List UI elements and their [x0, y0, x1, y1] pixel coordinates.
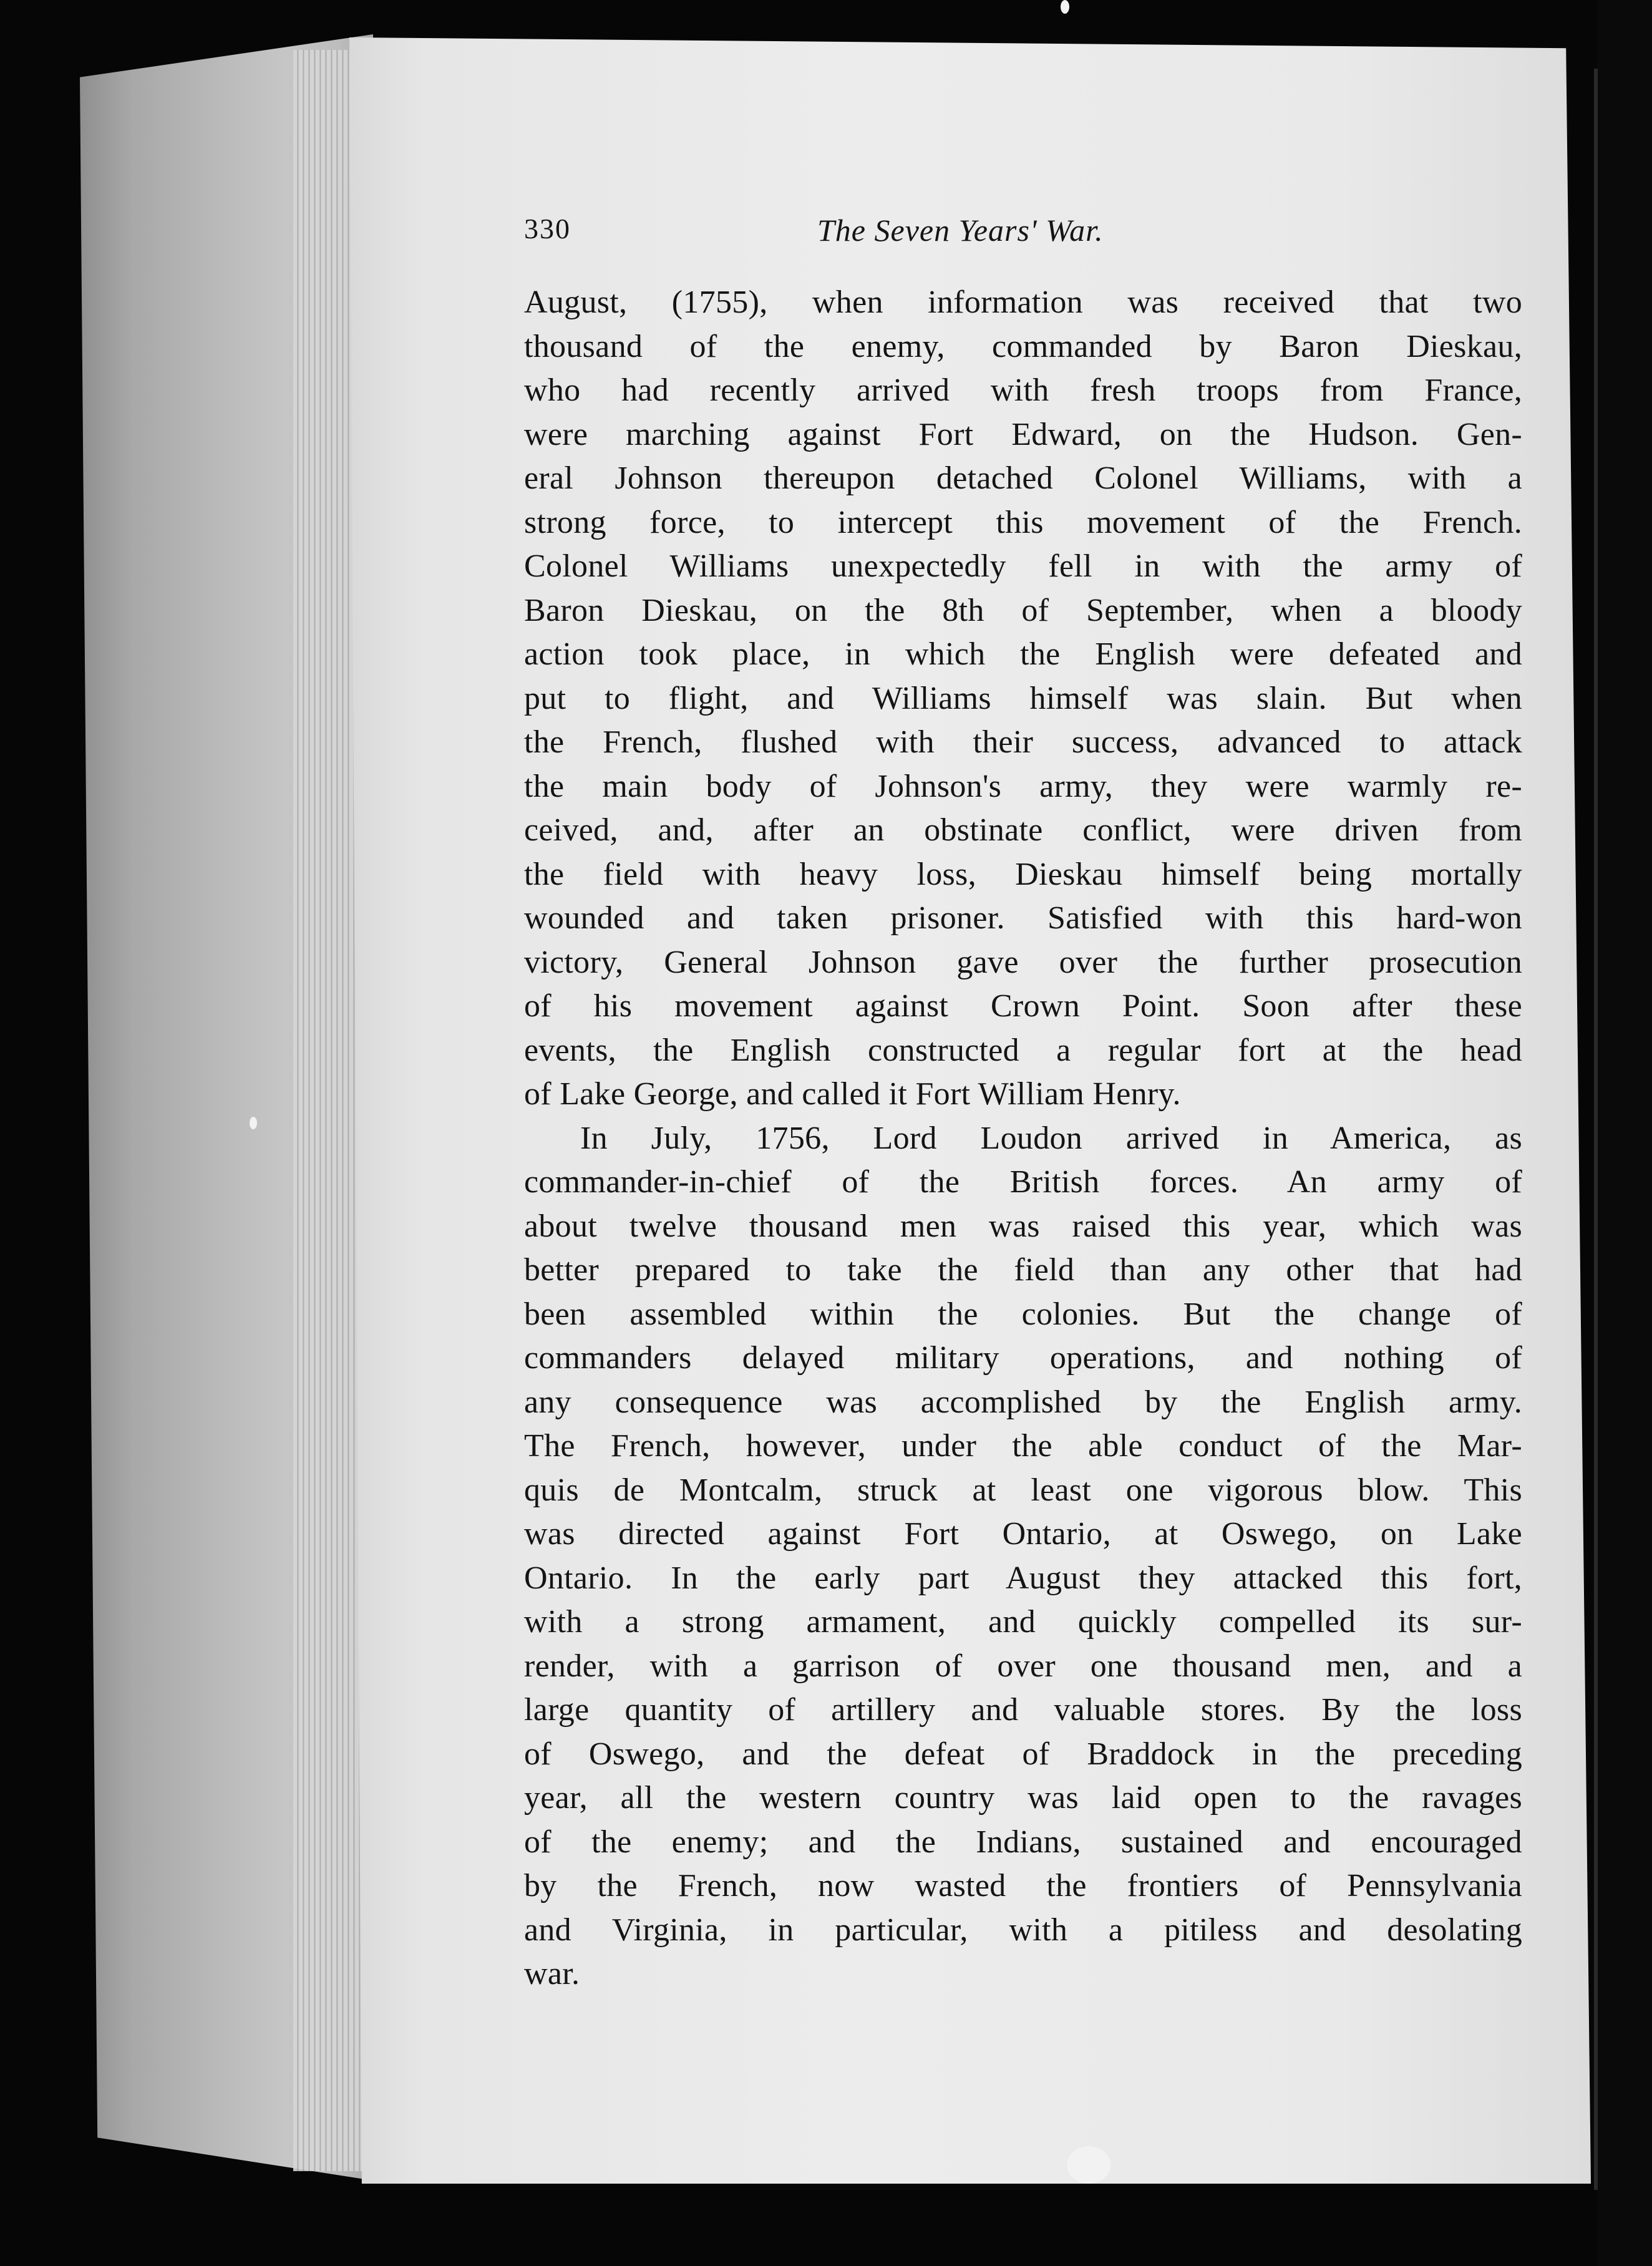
- text-line: Ontario. In the early part August they attacked this fort,: [524, 1560, 1522, 1596]
- text-line: any consequence was accomplished by the English army.: [524, 1384, 1522, 1420]
- text-line: commanders delayed military operations, and nothing of: [524, 1340, 1522, 1376]
- text-line: the main body of Johnson's army, they were warmly re-: [524, 768, 1522, 804]
- text-line: and Virginia, in particular, with a pitiless and desolating: [524, 1912, 1522, 1948]
- text-line: the field with heavy loss, Dieskau himself being mortally: [524, 856, 1522, 892]
- text-line: was directed against Fort Ontario, at Oswego, on Lake: [524, 1516, 1522, 1552]
- text-line: quis de Montcalm, struck at least one vigorous blow. This: [524, 1472, 1522, 1508]
- text-line: the French, flushed with their success, advanced to attack: [524, 724, 1522, 760]
- page-gutter-line: [1594, 69, 1598, 2190]
- text-line: of Oswego, and the defeat of Braddock in the preceding: [524, 1736, 1522, 1772]
- text-line: better prepared to take the field than any other that had: [524, 1252, 1522, 1288]
- text-line: large quantity of artillery and valuable stores. By the loss: [524, 1692, 1522, 1728]
- scan-speck: [1061, 0, 1069, 14]
- text-line: of his movement against Crown Point. Soon after these: [524, 988, 1522, 1024]
- text-line: ceived, and, after an obstinate conflict, were driven from: [524, 812, 1522, 848]
- text-line: year, all the western country was laid open to the ravages: [524, 1780, 1522, 1816]
- page-number: 330: [524, 213, 571, 245]
- text-line: August, (1755), when information was received that two: [524, 284, 1522, 320]
- scan-speck: [250, 1117, 257, 1129]
- text-line: were marching against Fort Edward, on the Hudson. Gen-: [524, 416, 1522, 452]
- text-line: wounded and taken prisoner. Satisfied with this hard-won: [524, 900, 1522, 936]
- text-line: about twelve thousand men was raised this year, which was: [524, 1208, 1522, 1244]
- text-line: of the enemy; and the Indians, sustained and encouraged: [524, 1824, 1522, 1860]
- body-text: [524, 281, 1522, 1996]
- scan-speck: [1067, 2146, 1110, 2184]
- text-line: action took place, in which the English were defeated and: [524, 636, 1522, 672]
- text-line: render, with a garrison of over one thousand men, and a: [524, 1648, 1522, 1684]
- text-line: Colonel Williams unexpectedly fell in with the army of: [524, 548, 1522, 584]
- text-line: commander-in-chief of the British forces. An army of: [524, 1164, 1522, 1200]
- text-line: events, the English constructed a regular fort at the head: [524, 1032, 1522, 1068]
- right-book-edge: [1597, 0, 1652, 2266]
- text-line: eral Johnson thereupon detached Colonel Williams, with a: [524, 460, 1522, 496]
- text-line: by the French, now wasted the frontiers of Pennsylvania: [524, 1868, 1522, 1904]
- text-line: who had recently arrived with fresh troops from France,: [524, 372, 1522, 408]
- text-line: been assembled within the colonies. But the change of: [524, 1296, 1522, 1332]
- text-line: Baron Dieskau, on the 8th of September, when a bloody: [524, 592, 1522, 628]
- text-line: with a strong armament, and quickly compelled its sur-: [524, 1604, 1522, 1640]
- text-line: of Lake George, and called it Fort William Henry.: [524, 1076, 1181, 1112]
- running-head: The Seven Years' War.: [817, 213, 1104, 248]
- text-line: war.: [524, 1956, 580, 1991]
- text-line: victory, General Johnson gave over the further prosecution: [524, 944, 1522, 980]
- text-line: thousand of the enemy, commanded by Baron Dieskau,: [524, 328, 1522, 364]
- text-line: The French, however, under the able conduct of the Mar-: [524, 1428, 1522, 1464]
- text-line: put to flight, and Williams himself was slain. But when: [524, 680, 1522, 716]
- text-line: strong force, to intercept this movement of the French.: [524, 504, 1522, 540]
- page-header: [524, 212, 1497, 262]
- paragraph-start-line: In July, 1756, Lord Loudon arrived in America, as: [580, 1120, 1522, 1156]
